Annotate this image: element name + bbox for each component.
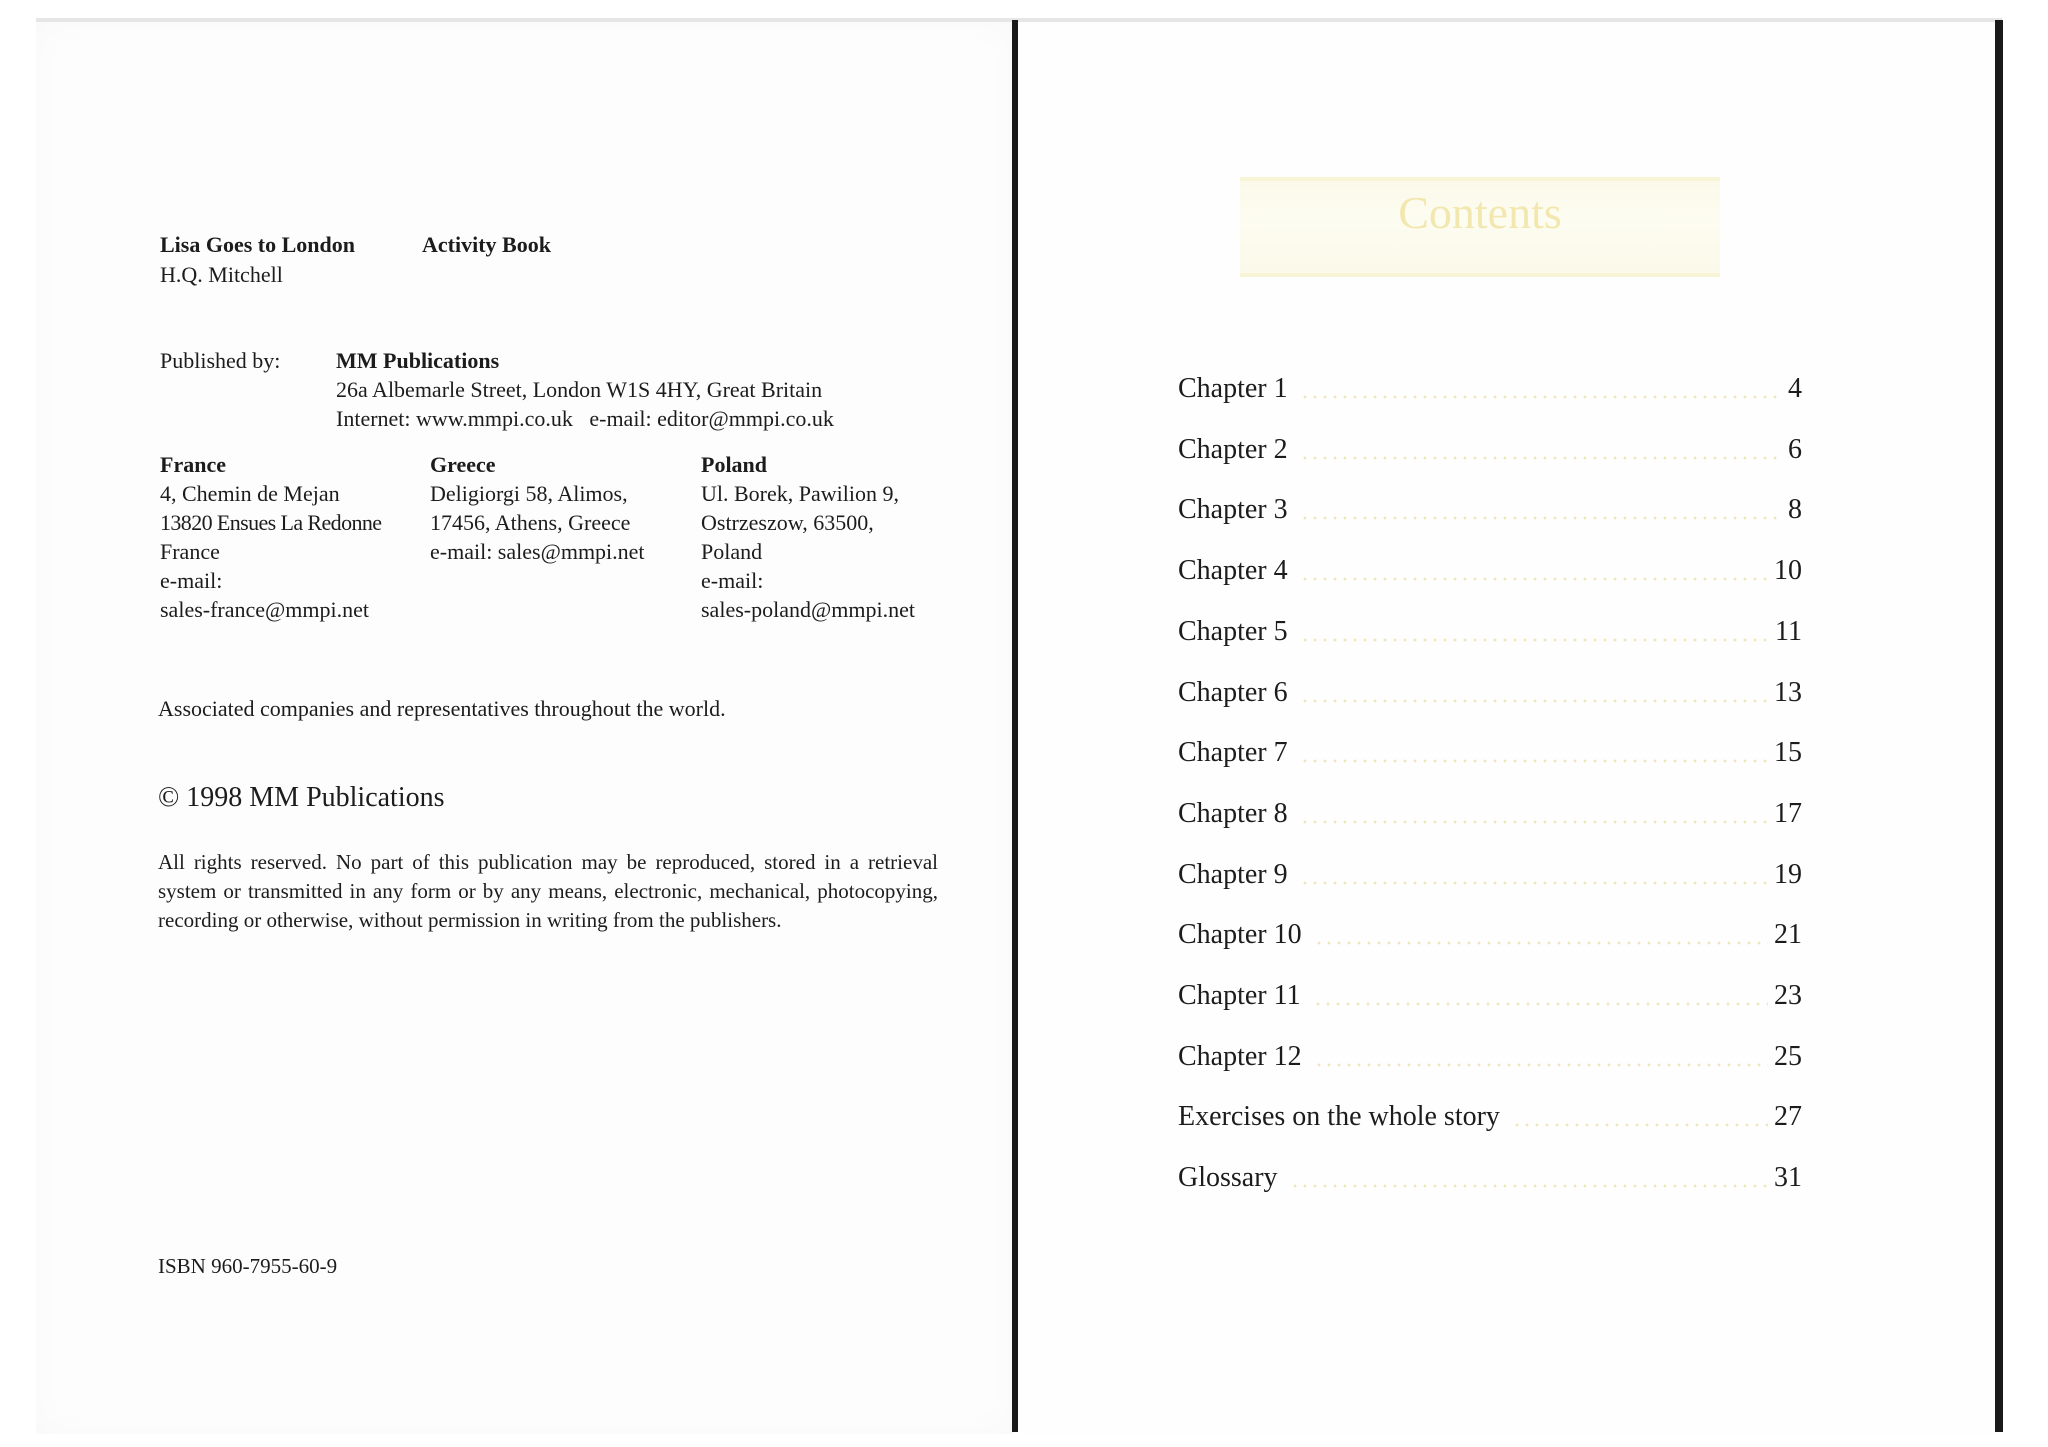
publisher-contact: Internet: www.mmpi.co.uk e-mail: editor@mmpi.co.uk: [336, 406, 834, 431]
book-subtitle: Activity Book: [422, 232, 551, 257]
office-country-poland: Poland: [701, 452, 768, 477]
toc-entry-page: 15: [1774, 737, 1802, 769]
toc-entry-label: Chapter 12: [1178, 1040, 1302, 1072]
toc-entry: [1178, 911, 1802, 951]
book-author: H.Q. Mitchell: [160, 262, 283, 287]
toc-entry: [1178, 1093, 1802, 1133]
office-line: France: [160, 539, 220, 564]
toc-entry-page: 10: [1774, 555, 1802, 587]
rights-statement: [158, 848, 938, 935]
rights-text: All rights reserved. No part of this publication may be reproduced, stored in a retrieval system or transmitted in any form or by any means, electronic, mechanical, photocopying, recording or otherwise, without permission in writing from the publishers.: [158, 850, 938, 932]
toc-entry-label: Glossary: [1178, 1162, 1278, 1194]
toc-entry-page: 25: [1774, 1040, 1802, 1072]
toc-leader-dots: [1314, 1063, 1768, 1067]
book-spine: [1012, 20, 1018, 1432]
office-email-poland: sales-poland@mmpi.net: [701, 597, 915, 622]
office-country-greece: Greece: [430, 452, 496, 477]
toc-leader-dots: [1300, 638, 1769, 642]
publisher-name: MM Publications: [336, 348, 500, 373]
toc-entry-page: 13: [1774, 676, 1802, 708]
toc-leader-dots: [1300, 395, 1782, 399]
toc-leader-dots: [1300, 759, 1768, 763]
toc-entry-label: Chapter 1: [1178, 373, 1288, 404]
toc-entry-page: 21: [1774, 919, 1802, 951]
isbn: ISBN 960-7955-60-9: [158, 1254, 338, 1278]
toc-entry-page: 27: [1774, 1101, 1802, 1133]
toc-entry: [1178, 669, 1802, 709]
office-email-france: sales-france@mmpi.net: [160, 597, 370, 622]
toc-entry-label: Exercises on the whole story: [1178, 1101, 1500, 1133]
toc-entry: [1178, 1033, 1802, 1073]
office-line: Deligiorgi 58, Alimos,: [430, 481, 628, 506]
contents-heading: Contents: [1398, 187, 1562, 238]
toc-entry-page: 4: [1788, 373, 1802, 404]
office-line: e-mail:: [160, 568, 223, 593]
toc-leader-dots: [1300, 516, 1782, 520]
toc-entry-page: 17: [1774, 797, 1802, 829]
toc-leader-dots: [1290, 1184, 1768, 1188]
copyright-notice: © 1998 MM Publications: [158, 782, 445, 813]
toc-leader-dots: [1300, 820, 1768, 824]
toc-entry-label: Chapter 7: [1178, 737, 1288, 769]
toc-entry-page: 8: [1788, 494, 1802, 526]
office-line: e-mail:: [701, 568, 764, 593]
office-email-greece: e-mail: sales@mmpi.net: [430, 539, 645, 564]
toc-entry: [1178, 972, 1802, 1012]
toc-entry-page: 6: [1788, 433, 1802, 465]
toc-leader-dots: [1300, 699, 1768, 703]
toc-entry-page: 23: [1774, 980, 1802, 1011]
toc-entry-label: Chapter 6: [1178, 676, 1288, 708]
toc-entry-page: 11: [1775, 615, 1802, 647]
toc-entry: [1178, 547, 1802, 587]
toc-entry-page: 31: [1774, 1162, 1802, 1194]
toc-leader-dots: [1300, 881, 1768, 885]
toc-entry-label: Chapter 4: [1178, 555, 1288, 587]
toc-leader-dots: [1313, 1002, 1768, 1006]
office-line: 13820 Ensues La Redonne: [160, 510, 382, 535]
toc-entry: [1178, 486, 1802, 526]
toc-entry: [1178, 729, 1802, 769]
toc-entry: [1178, 1154, 1802, 1194]
toc-entry-label: Chapter 10: [1178, 919, 1302, 951]
toc-leader-dots: [1300, 577, 1768, 581]
associated-companies: Associated companies and representatives throughout the world.: [158, 696, 726, 721]
toc-entry-page: 19: [1774, 858, 1802, 890]
office-line: Ostrzeszow, 63500,: [701, 510, 874, 535]
book-title: Lisa Goes to London: [160, 232, 355, 257]
toc-entry: [1178, 365, 1802, 405]
toc-entry-label: Chapter 3: [1178, 494, 1288, 526]
book-right-edge: [1995, 20, 2003, 1432]
toc-entry: [1178, 851, 1802, 891]
publisher-address: 26a Albemarle Street, London W1S 4HY, Great Britain: [336, 377, 823, 402]
toc-entry-label: Chapter 9: [1178, 858, 1288, 890]
toc-entry: [1178, 790, 1802, 830]
toc-entry-label: Chapter 5: [1178, 615, 1288, 647]
toc-entry: [1178, 426, 1802, 466]
office-country-france: France: [160, 452, 226, 477]
toc-leader-dots: [1512, 1123, 1768, 1127]
toc-leader-dots: [1300, 456, 1782, 460]
toc-entry: [1178, 608, 1802, 648]
office-line: Poland: [701, 539, 763, 564]
toc-leader-dots: [1314, 941, 1768, 945]
toc-entry-label: Chapter 11: [1178, 980, 1301, 1011]
toc-entry-label: Chapter 2: [1178, 433, 1288, 465]
office-line: 17456, Athens, Greece: [430, 510, 631, 535]
office-line: Ul. Borek, Pawilion 9,: [701, 481, 899, 506]
toc-entry-label: Chapter 8: [1178, 797, 1288, 829]
published-by-label: Published by:: [160, 348, 281, 373]
office-line: 4, Chemin de Mejan: [160, 481, 340, 506]
